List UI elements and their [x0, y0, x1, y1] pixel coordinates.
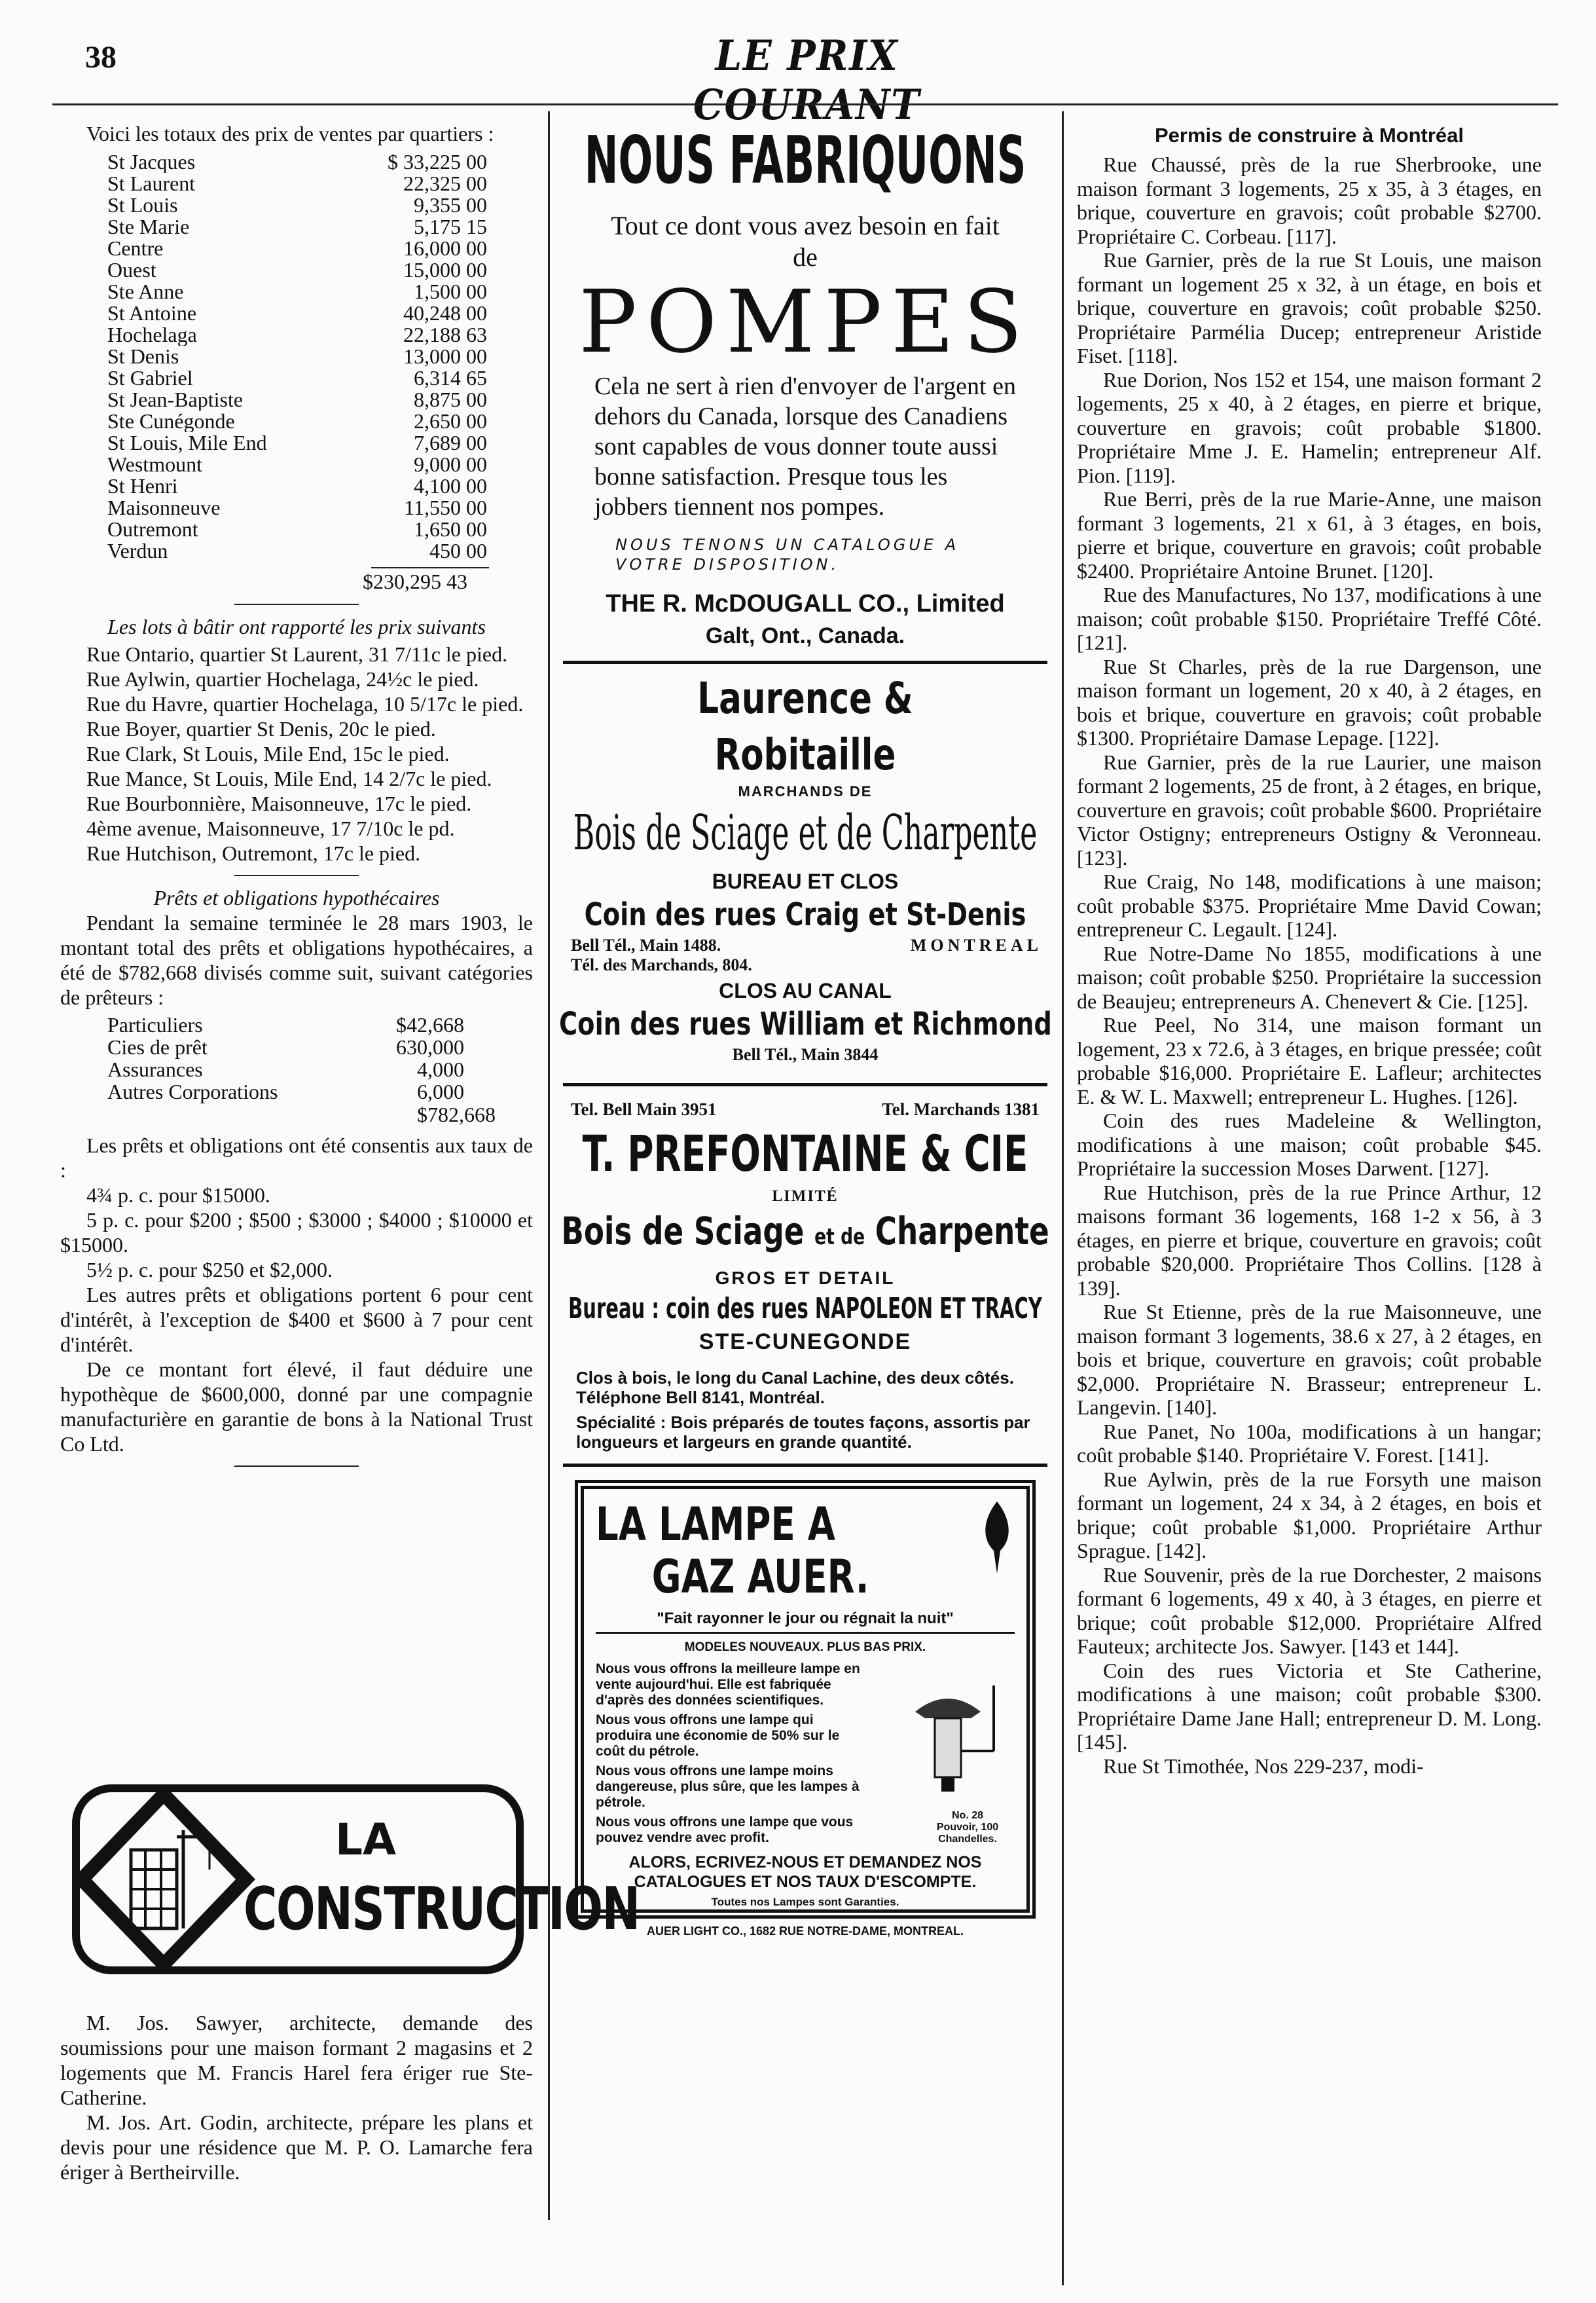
ad-offer: Nous vous offrons une lampe que vous pouvez vendre avec profit. — [596, 1815, 854, 1845]
lot-item: Rue Boyer, quartier St Denis, 20c le pied. — [86, 717, 436, 741]
quarter-row — [60, 432, 533, 454]
ad-tel-row — [563, 936, 1047, 955]
quarter-row — [60, 367, 533, 389]
quarter-row — [60, 346, 533, 367]
permit-item: Rue Craig, No 148, modifications à une maison; coût probable $375. Propriétaire Mme David Cowan; entrepreneur C. Legault. [124]. — [1077, 870, 1542, 941]
quarter-value: 2,650 00 — [414, 409, 487, 433]
lot-item: Rue Bourbonnière, Maisonneuve, 17c le pied. — [86, 792, 472, 815]
lender-row — [60, 1058, 533, 1080]
ad-product: POMPES — [579, 272, 1032, 373]
quarters-total: $230,295 43 — [363, 570, 467, 593]
construction-notes — [60, 2010, 533, 2184]
quarter-row — [60, 497, 533, 519]
quarter-value: 450 00 — [429, 539, 487, 562]
quarter-row — [60, 303, 533, 324]
quarter-name: Ste Marie — [107, 216, 190, 238]
ad-tel-row — [563, 1093, 1047, 1120]
quarter-row — [60, 216, 533, 238]
divider — [234, 1465, 359, 1467]
quarter-value: 40,248 00 — [403, 301, 487, 325]
ad-lead: Tout ce dont vous avez besoin en fait de — [611, 211, 1000, 272]
lots-list — [60, 642, 533, 866]
quarter-name: St Henri — [107, 475, 178, 497]
permit-item: Rue Hutchison, près de la rue Prince Arthur, 12 maisons formant 36 logements, 168 1-2 x 56, à 3 étages, en pierre et brique, couverture en gravois; coût probable $20,000. Propriétaire Thos Collins. [128 à 139]. — [1077, 1180, 1542, 1300]
quarter-value: 15,000 00 — [403, 258, 487, 282]
quarter-value: 22,188 63 — [403, 323, 487, 346]
ad-headline: NOUS FABRIQUONS — [584, 122, 1026, 198]
lender-value: 4,000 — [417, 1058, 464, 1081]
quarter-name: Ouest — [107, 259, 156, 281]
permits-list — [1077, 153, 1542, 1778]
lamp-power: Pouvoir, 100 Chandelles. — [936, 1822, 999, 1845]
ad-tel: Tél. des Marchands, 804. — [571, 955, 752, 974]
quarter-name: Outremont — [107, 519, 198, 540]
lender-value: $42,668 — [396, 1013, 464, 1037]
ad-catalogue: NOUS TENONS UN CATALOGUE A VOTRE DISPOSITION. — [615, 536, 960, 574]
ad-title: GAZ AUER. — [651, 1550, 869, 1604]
permit-item: Rue Dorion, Nos 152 et 154, une maison formant 2 logements, 25 x 40, à 2 étages, en pierre et brique, couverture en gravois; coût probable $1800. Propriétaire Mme J. E. Hamelin; entrepreneur Alf. Pion. [119]. — [1077, 367, 1542, 487]
lot-item: Rue du Havre, quartier Hochelaga, 10 5/17c le pied. — [86, 692, 524, 716]
la-construction-logo — [72, 1784, 640, 1974]
quarter-value: 5,175 15 — [414, 215, 487, 238]
permit-item: Rue Garnier, près de la rue Laurier, une maison formant 2 logements, 25 de front, à 2 étages, en brique, couverture en gravois; coût probable $600. Propriétaire Victor Ostigny; entrepreneurs Ostigny & Veronneau. [123]. — [1077, 750, 1542, 870]
rate-item: 5 p. c. pour $200 ; $500 ; $3000 ; $4000 ; $10000 et $15000. — [60, 1208, 533, 1257]
quarter-value: 13,000 00 — [403, 344, 487, 368]
quarter-value: 9,355 00 — [414, 193, 487, 217]
permit-item: Rue St Charles, près de la rue Dargenson, une maison formant un logement, 20 x 40, à 2 étages, en bois et brique, couverture en gravois; coût probable $1300. Propriétaire Damase Lepage. [122]. — [1077, 654, 1542, 750]
ad-product-c: Charpente — [875, 1209, 1049, 1253]
permit-item: Rue Chaussé, près de la rue Sherbrooke, une maison formant 3 logements, 25 x 35, à 3 étages, en brique, couverture en gravois; coût probable $2700. Propriétaire C. Corbeau. [117]. — [1077, 153, 1542, 248]
ad-guarantee: Toutes nos Lampes sont Garanties. — [596, 1896, 1015, 1917]
quarter-row — [60, 324, 533, 346]
column-middle — [559, 121, 1052, 1938]
quarter-row — [60, 194, 533, 216]
quarter-row — [60, 259, 533, 281]
ad-trade: MARCHANDS DE — [738, 783, 873, 800]
quarter-name: Hochelaga — [107, 324, 197, 346]
ad-tel: Tel. Bell Main 3951 — [571, 1099, 717, 1119]
construction-note: M. Jos. Sawyer, architecte, demande des soumissions pour une maison formant 2 magasins et 2 logements que M. Francis Harel fera ériger rue Ste-Catherine. — [60, 2011, 533, 2109]
ad-limited: LIMITÉ — [772, 1188, 839, 1205]
ad-company: T. PREFONTAINE & CIE — [582, 1124, 1028, 1183]
column-rule-right — [1062, 111, 1064, 2285]
column-left — [60, 121, 533, 1476]
loans-intro: Pendant la semaine terminée le 28 mars 1903, le montant total des prêts et obligations hypothécaires, a été de $782,668 divisés comme suit, suivant catégories de prêteurs : — [60, 911, 533, 1009]
logo-construction: CONSTRUCTION — [244, 1875, 640, 1944]
ad-tel: Tel. Marchands 1381 — [882, 1099, 1040, 1119]
masthead-logo: LE PRIX COURANT — [693, 31, 920, 130]
lender-row — [60, 1014, 533, 1036]
quarter-value: 9,000 00 — [414, 452, 487, 476]
quarter-name: Centre — [107, 238, 164, 259]
quarter-row — [60, 151, 533, 173]
rates-list — [60, 1183, 533, 1282]
permit-item: Rue Panet, No 100a, modifications à un hangar; coût probable $140. Propriétaire V. Forest. [141]. — [1077, 1419, 1542, 1467]
auer-lamp-ad — [575, 1480, 1036, 1938]
ad-bureau: Bureau : coin des rues NAPOLEON ET TRACY — [568, 1292, 1042, 1325]
ad-body: Cela ne sert à rien d'envoyer de l'argent en dehors du Canada, lorsque des Canadiens sont capables de vous donner toute aussi bonne satisfaction. Presque tous les jobbers tiennent nos pompes. — [594, 373, 1016, 521]
quarter-name: St Jean-Baptiste — [107, 389, 244, 411]
ad-canal: CLOS AU CANAL — [719, 979, 892, 1003]
rate-item: 4¾ p. c. pour $15000. — [86, 1183, 270, 1207]
quarter-name: St Jacques — [107, 151, 196, 173]
ad-separator — [563, 1464, 1047, 1467]
permit-item: Coin des rues Madeleine & Wellington, modifications à une maison; coût probable $45. Propriétaire la succession Moses Darwent. [127]. — [1077, 1109, 1542, 1180]
ad-title: LA LAMPE A — [596, 1498, 836, 1551]
lot-item: Rue Mance, St Louis, Mile End, 14 2/7c le pied. — [86, 767, 492, 790]
quarter-name: St Laurent — [107, 173, 196, 194]
quarter-row — [60, 389, 533, 411]
rate-item: 5½ p. c. pour $250 et $2,000. — [86, 1258, 333, 1281]
permits-heading: Permis de construire à Montréal — [1154, 124, 1464, 147]
permit-item: Rue Notre-Dame No 1855, modifications à une maison; coût probable $250. Propriétaire la succession de Beaujeu; entrepreneurs A. Chenevert & Cie. [125]. — [1077, 941, 1542, 1013]
divider — [234, 875, 359, 876]
ad-offers — [596, 1661, 871, 1846]
ad-company: THE R. McDOUGALL CO., Limited — [606, 590, 1005, 617]
lender-row — [60, 1080, 533, 1103]
quarter-value: 1,650 00 — [414, 517, 487, 541]
permit-item: Rue des Manufactures, No 137, modifications à une maison; coût probable $150. Propriétaire Treffé Côté. [121]. — [1077, 583, 1542, 654]
quarter-name: Verdun — [107, 540, 168, 562]
lot-item: Rue Hutchison, Outremont, 17c le pied. — [86, 841, 421, 865]
ad-models: MODELES NOUVEAUX. PLUS BAS PRIX. — [684, 1640, 926, 1654]
lenders-total: $782,668 — [417, 1103, 496, 1126]
quarter-value: 16,000 00 — [403, 236, 487, 260]
permit-item: Rue Souvenir, près de la rue Dorchester, 2 maisons formant 6 logements, 49 x 40, à 3 étages, en pierre et brique; coût probable $12,000. Propriétaire Alfred Fauteux; architecte Jos. Sawyer. [143 et 144]. — [1077, 1562, 1542, 1658]
lender-name: Particuliers — [107, 1013, 203, 1037]
quarter-name: St Gabriel — [107, 367, 193, 389]
loans-heading: Prêts et obligations hypothécaires — [153, 886, 440, 910]
lender-value: 6,000 — [417, 1080, 464, 1103]
ad-city: MONTREAL — [910, 936, 1042, 955]
divider — [234, 604, 359, 605]
ad-slogan: "Fait rayonner le jour ou régnait la nuit" — [596, 1603, 1015, 1634]
quarter-row — [60, 475, 533, 497]
permit-item: Rue Aylwin, près de la rue Forsyth une maison formant un logement, 24 x 34, à 2 étages, en bois et brique; coût probable $1,000. Propriétaire Arthur Sprague. [142]. — [1077, 1467, 1542, 1562]
lender-value: 630,000 — [396, 1035, 464, 1059]
permit-item: Rue Peel, No 314, une maison formant un logement, 23 x 72.6, à 3 étages, en brique pressée; coût probable $16,000. Propriétaire E. Lafleur; architectes E. & W. L. Maxwell; entrepreneur L. Hughes. [126]. — [1077, 1013, 1542, 1109]
quarters-intro: Voici les totaux des prix de ventes par quartiers : — [86, 122, 494, 145]
ad-offer: Nous vous offrons une lampe moins dangereuse, plus sûre, que les lampes à pétrole. — [596, 1763, 860, 1810]
column-right — [1077, 121, 1542, 1778]
lot-item: Rue Aylwin, quartier Hochelaga, 24½c le pied. — [86, 667, 479, 691]
rates-intro: Les prêts et obligations ont été consentis aux taux de : — [60, 1133, 533, 1182]
ad-company: Laurence & Robitaille — [697, 673, 913, 780]
ad-tel: Bell Tél., Main 3844 — [732, 1045, 879, 1064]
quarter-name: St Louis, Mile End — [107, 432, 267, 454]
ad-clos: Clos à bois, le long du Canal Lachine, des deux côtés. Téléphone Bell 8141, Montréal. — [576, 1368, 1014, 1407]
ad-product — [539, 1206, 1070, 1262]
ad-product-a: Bois de Sciage — [561, 1209, 805, 1253]
ad-product: Bois de Sciage et de Charpente — [573, 805, 1038, 861]
ad-trade: GROS ET DETAIL — [715, 1268, 896, 1288]
diamond-emblem-icon — [72, 1784, 255, 1974]
gas-flame-icon — [974, 1498, 1020, 1577]
laurence-robitaille-ad — [559, 671, 1052, 1065]
quarter-row — [60, 238, 533, 259]
lender-name: Autres Corporations — [107, 1080, 278, 1103]
ad-address: Coin des rues William et Richmond — [559, 1006, 1052, 1042]
lender-name: Cies de prêt — [107, 1035, 208, 1059]
prefontaine-ad — [563, 1093, 1047, 1452]
rates-note: De ce montant fort élevé, il faut déduire une hypothèque de $600,000, donné par une compagnie manufacturière en garantie de bons à la National Trust Co Ltd. — [60, 1357, 533, 1456]
permit-item: Rue Garnier, près de la rue St Louis, une maison formant un logement 25 x 32, à un étage, en bois et brique, couverture en gravois; coût probable $250. Propriétaire Parmélia Ducep; entrepreneur Aristide Fiset. [118]. — [1077, 248, 1542, 367]
quarter-value: 6,314 65 — [414, 366, 487, 390]
ad-specialty: Spécialité : Bois préparés de toutes façons, assortis par longueurs et largeurs en grande quantité. — [576, 1412, 1030, 1452]
quarter-value: 22,325 00 — [403, 172, 487, 195]
ad-separator — [563, 1083, 1047, 1086]
quarter-value: 8,875 00 — [414, 388, 487, 411]
quarter-row — [60, 173, 533, 194]
ad-address: Coin des rues Craig et St-Denis — [584, 896, 1026, 933]
page-number: 38 — [85, 40, 117, 75]
quarter-value: 4,100 00 — [414, 474, 487, 498]
quarter-row — [60, 411, 533, 432]
lot-item: 4ème avenue, Maisonneuve, 17 7/10c le pd. — [86, 817, 455, 840]
lamp-number: No. 28 — [951, 1810, 983, 1821]
quarter-name: Ste Cunégonde — [107, 411, 235, 432]
quarter-value: $ 33,225 00 — [388, 150, 487, 174]
ad-offer: Nous vous offrons la meilleure lampe en vente aujourd'hui. Elle est fabriquée d'après des données scientifiques. — [596, 1661, 860, 1708]
ad-product-b: et de — [814, 1224, 865, 1250]
gas-lamp-icon — [896, 1686, 1000, 1803]
lot-item: Rue Ontario, quartier St Laurent, 31 7/11c le pied. — [86, 642, 508, 666]
permit-item: Rue St Timothée, Nos 229-237, modi- — [1103, 1754, 1424, 1778]
quarter-value: 11,550 00 — [404, 496, 487, 519]
construction-note: M. Jos. Art. Godin, architecte, prépare les plans et devis pour une résidence que M. P. O. Lamarche fera ériger à Bertheirville. — [60, 2110, 533, 2184]
quarters-table — [60, 151, 533, 562]
ad-cta: ALORS, ECRIVEZ-NOUS ET DEMANDEZ NOS CATALOGUES ET NOS TAUX D'ESCOMPTE. — [628, 1853, 982, 1891]
quarter-row — [60, 281, 533, 303]
permit-item: Rue Berri, près de la rue Marie-Anne, une maison formant 3 logements, 21 x 61, à 3 étages, en bois, pierre et brique, couverture en gravois; coût probable $2400. Propriétaire Antoine Brunet. [120]. — [1077, 487, 1542, 583]
permit-item: Rue St Etienne, près de la rue Maisonneuve, une maison formant 3 logements, 38.6 x 27, à 2 étages, en bois et brique, couverture en gravois; coût probable $2,000. Propriétaire N. Brasseur; entrepreneur L. Langevin. [140]. — [1077, 1300, 1542, 1419]
ad-offer: Nous vous offrons une lampe qui produira une économie de 50% sur le coût du pétrole. — [596, 1712, 840, 1759]
quarter-row — [60, 454, 533, 475]
quarter-value: 7,689 00 — [414, 431, 487, 454]
quarter-name: St Denis — [107, 346, 179, 367]
ad-tel: Bell Tél., Main 1488. — [571, 936, 721, 955]
ad-city: Galt, Ont., Canada. — [705, 623, 905, 648]
lender-row — [60, 1036, 533, 1058]
quarter-name: Ste Anne — [107, 281, 184, 303]
permit-item: Coin des rues Victoria et Ste Catherine, modifications à une maison; coût probable $300. Propriétaire Dame Jane Hall; entrepreneur D. M. Long. [145]. — [1077, 1658, 1542, 1754]
ad-separator — [563, 661, 1047, 664]
quarter-row — [60, 519, 533, 540]
quarter-name: Westmount — [107, 454, 202, 475]
ad-office: BUREAU ET CLOS — [712, 870, 899, 893]
ad-address: AUER LIGHT CO., 1682 RUE NOTRE-DAME, MONTREAL. — [646, 1925, 964, 1938]
lenders-table — [60, 1014, 533, 1103]
quarter-value: 1,500 00 — [414, 280, 487, 303]
lots-heading: Les lots à bâtir ont rapporté les prix suivants — [107, 615, 486, 638]
logo-la: LA — [335, 1815, 397, 1865]
rates-other: Les autres prêts et obligations portent 6 pour cent d'intérêt, à l'exception de $400 et $600 à 7 pour cent d'intérêt. — [60, 1283, 533, 1356]
lamp-caption — [922, 1810, 1013, 1845]
quarter-row — [60, 540, 533, 562]
lot-item: Rue Clark, St Louis, Mile End, 15c le pied. — [86, 742, 450, 765]
lender-name: Assurances — [107, 1058, 203, 1081]
quarter-name: St Antoine — [107, 303, 197, 324]
mcdougall-ad — [563, 121, 1047, 649]
lenders-total-row — [60, 1103, 533, 1126]
ad-district: STE-CUNEGONDE — [698, 1329, 912, 1354]
header-rule — [52, 103, 1558, 105]
quarter-name: St Louis — [107, 194, 178, 216]
quarter-name: Maisonneuve — [107, 497, 221, 519]
